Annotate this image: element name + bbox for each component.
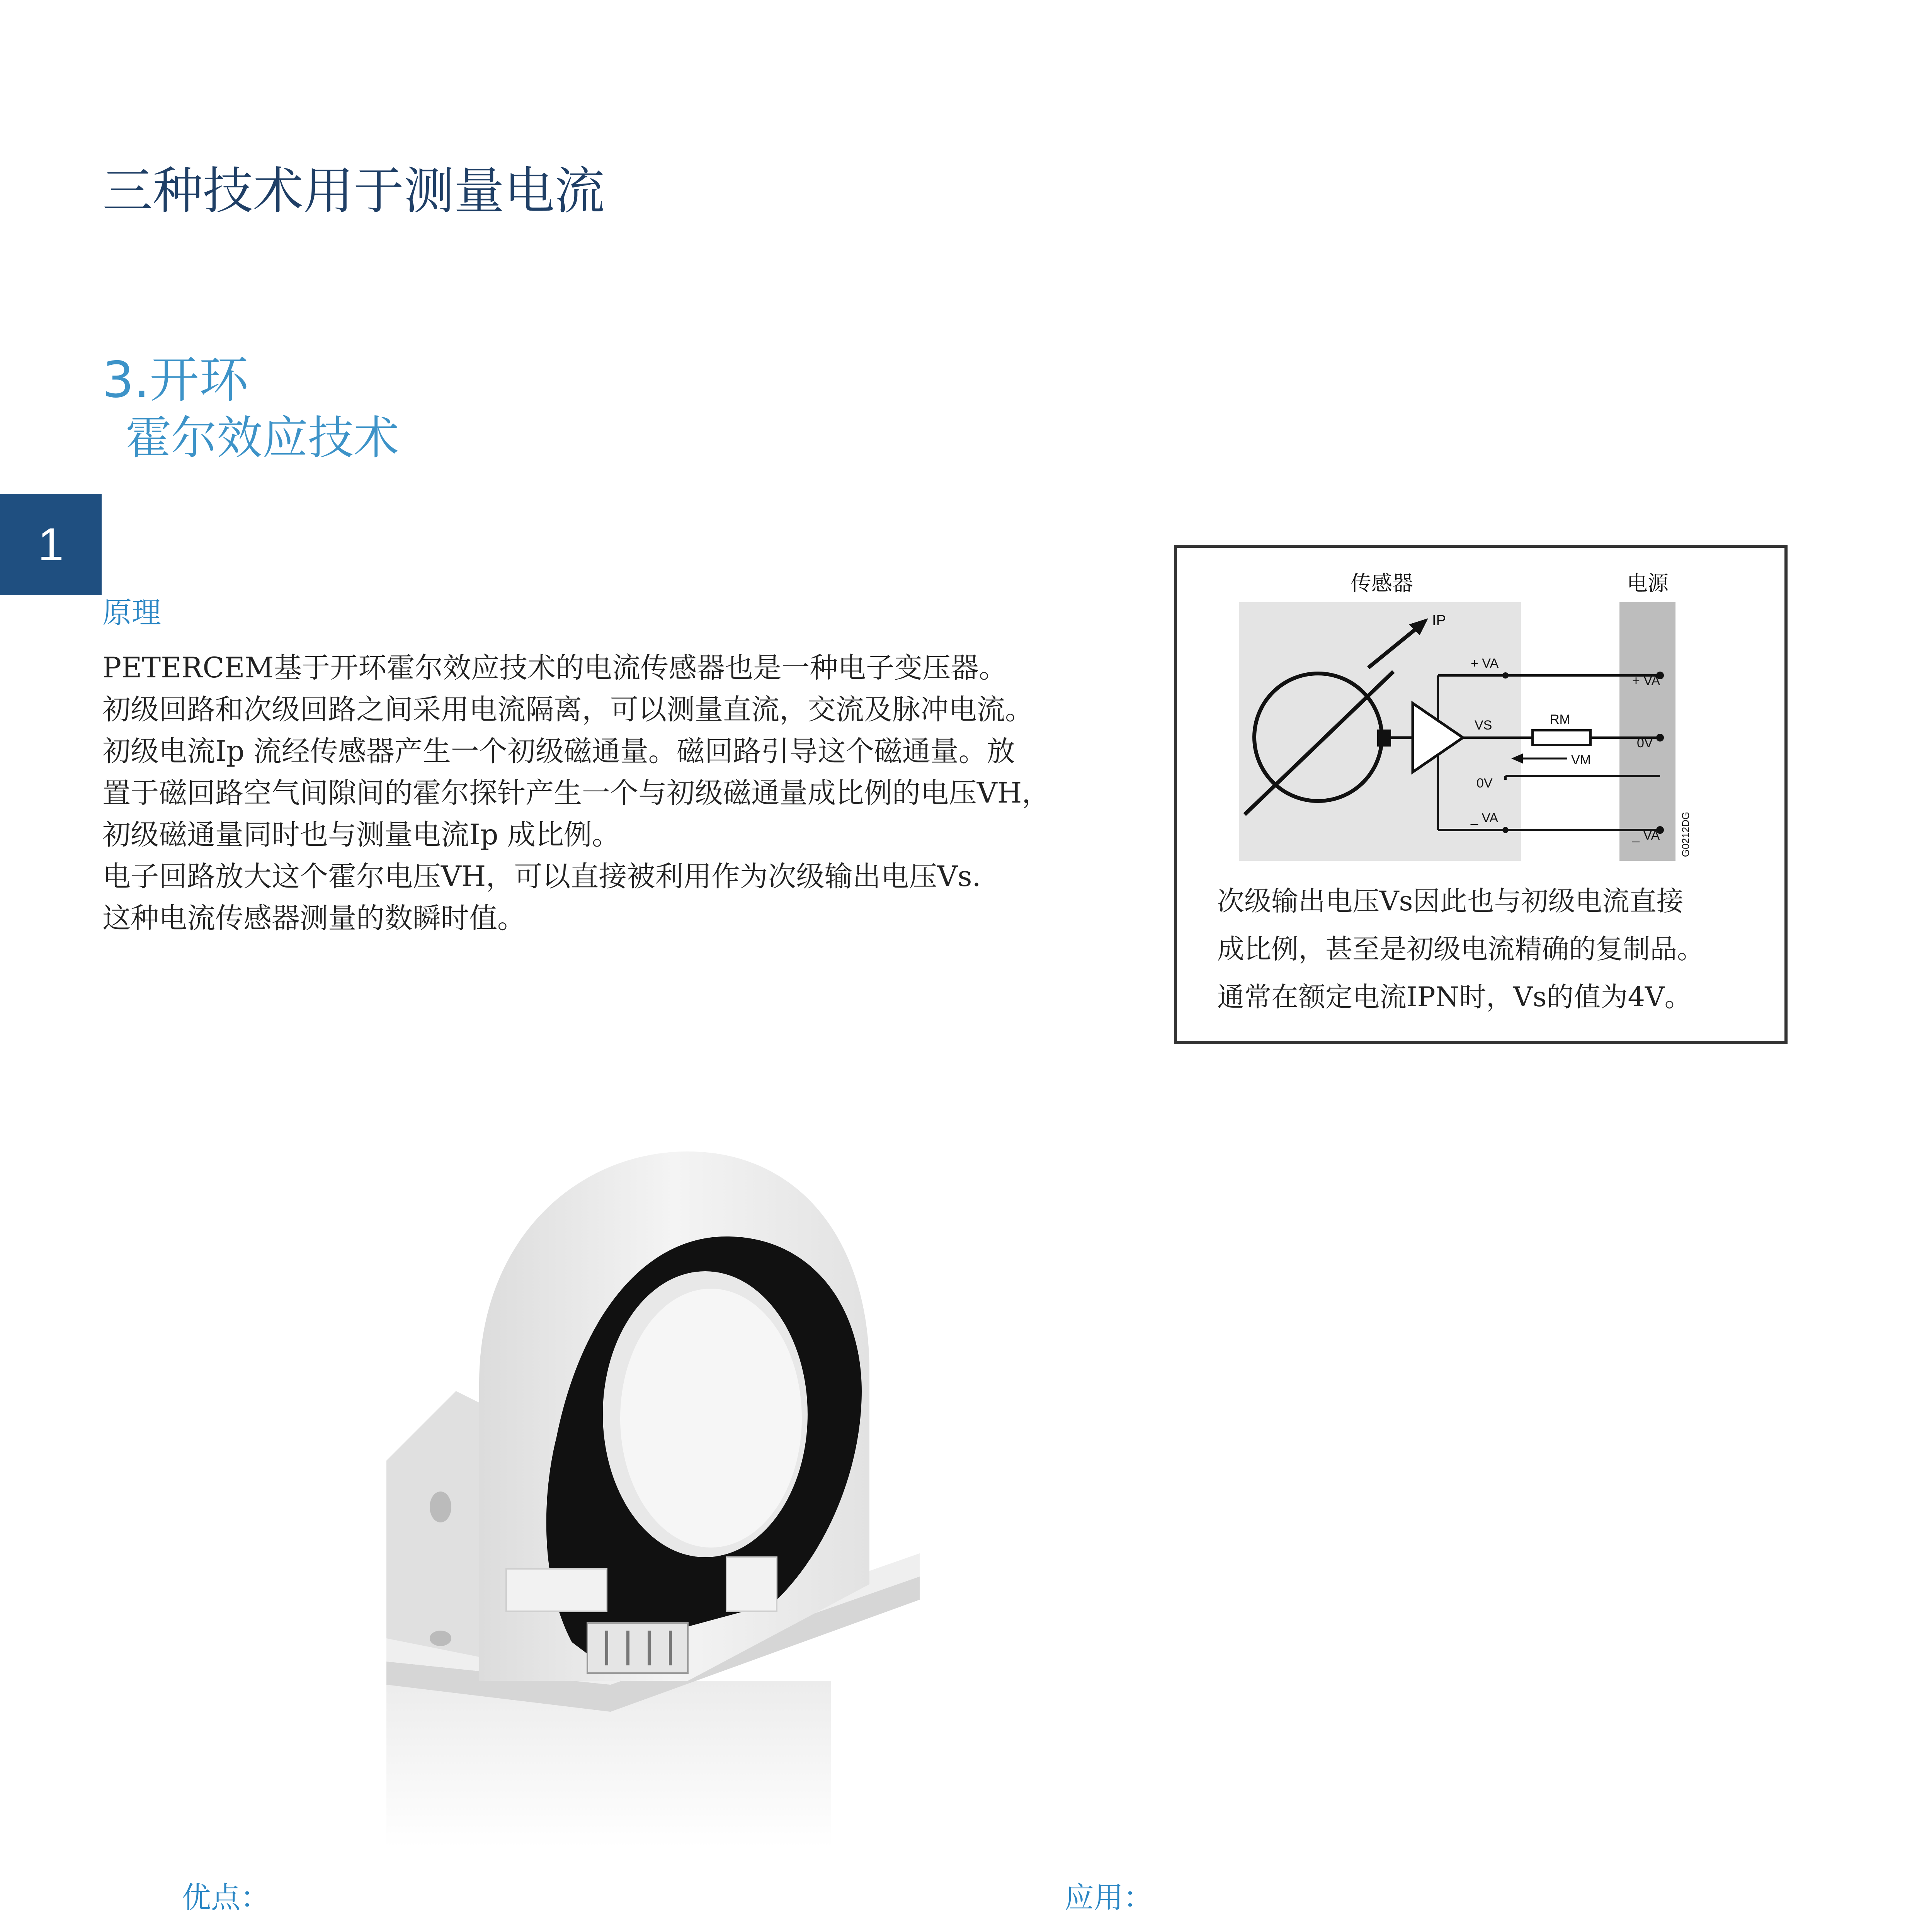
principle-line: 初级电流Ip 流经传感器产生一个初级磁通量。磁回路引导这个磁通量。放 [102,735,1015,768]
plus-va-label: + VA [1471,656,1499,671]
right-minus-va-label: _ VA [1632,828,1660,843]
rm-label: RM [1550,712,1570,727]
vs-label: VS [1475,718,1492,733]
right-plus-va-label: + VA [1632,673,1660,688]
principle-line: 初级磁通量同时也与测量电流Ip 成比例。 [102,818,620,851]
principle-line: 置于磁回路空气间隙间的霍尔探针产生一个与初级磁通量成比例的电压VH， [102,777,1050,810]
principle-heading: 原理 [102,595,161,630]
applications-heading: 应用： [1065,1880,1153,1915]
caption-line: 成比例，甚至是初级电流精确的复制品。 [1217,933,1704,965]
resistor-rm [1533,730,1590,745]
chapter-tab: 1 [0,494,102,595]
page-title: 三种技术用于测量电流 [102,162,605,220]
diagram-code: G0212DG [1680,811,1691,857]
section-subtitle: 霍尔效应技术 [126,411,400,464]
principle-line: 初级回路和次级回路之间采用电流隔离，可以测量直流，交流及脉冲电流。 [102,693,1033,726]
ip-label: IP [1432,612,1446,629]
principle-body [102,647,1115,939]
advantages-heading: 优点： [182,1880,270,1915]
power-label: 电源 [1627,572,1669,595]
power-panel [1619,602,1675,861]
circuit-diagram [1177,548,1784,880]
principle-line: 这种电流传感器测量的数瞬时值。 [102,902,526,935]
right-zero-v-label: 0V [1637,736,1653,750]
zero-v-label: 0V [1476,776,1493,791]
principle-line: 电子回路放大这个霍尔电压VH，可以直接被利用作为次级输出电压Vs. [102,860,981,893]
vm-label: VM [1571,753,1591,767]
sensor-label: 传感器 [1351,572,1413,595]
minus-va-label: _ VA [1471,811,1499,825]
caption-line: 次级输出电压Vs因此也与初级电流直接 [1217,885,1684,917]
hall-probe [1377,730,1391,747]
principle-line: PETERCEM基于开环霍尔效应技术的电流传感器也是一种电子变压器。 [102,651,1007,684]
caption-line: 通常在额定电流IPN时，Vs的值为4V。 [1217,981,1692,1013]
sensor-product-image [340,1121,947,1855]
diagram-caption [1217,877,1704,1021]
section-title: 3.开环 [102,351,249,409]
